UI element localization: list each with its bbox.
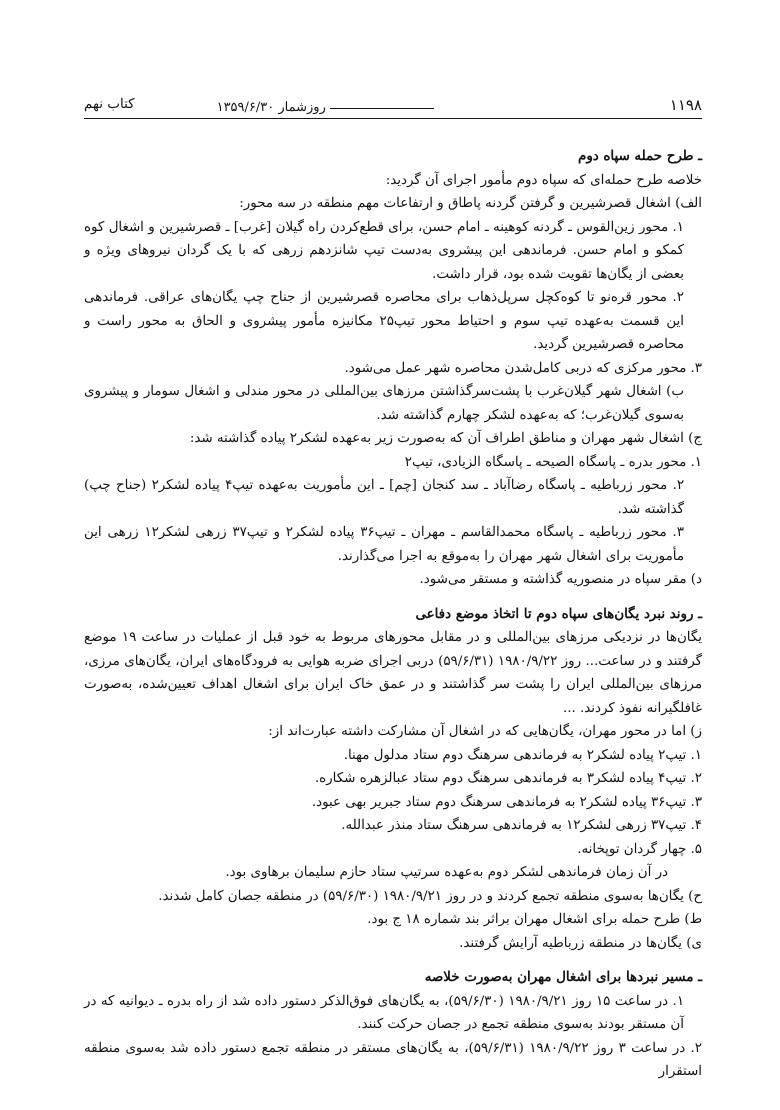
list-item: ح) یگان‌ها به‌سوی منطقه تجمع کردند و در روز ۱۹۸۰/۹/۲۱ (۵۹/۶/۳۰) در منطقه جصان کامل شدند. xyxy=(158,888,702,904)
list-item: ب) اشغال شهر گیلان‌غرب با پشت‌سرگذاشتن مرزهای بین‌المللی در محور مندلی و اشغال سومار و پیشروی به‌سوی گیلان‌غرب؛ که به‌عهده لشکر چهارم گذاشته شد. xyxy=(84,384,684,423)
list-item: ط) طرح حمله برای اشغال مهران براثر بند شماره ۱۸ ج بود. xyxy=(367,912,702,927)
page-number: ۱۱۹۸ xyxy=(669,96,702,114)
list-item: الف) اشغال قصرشیرین و گرفتن گردنه پاطاق و ارتفاعات مهم منطقه در سه محور: xyxy=(239,196,702,211)
paragraph: در آن زمان فرماندهی لشکر دوم به‌عهده سرتیپ ستاد حازم سلیمان برهاوی بود. xyxy=(225,865,668,880)
list-item: ۱. تیپ۲ پیاده لشکر۲ به فرماندهی سرهنگ دوم ستاد مدلول مهنا. xyxy=(343,747,702,763)
section-heading-battle-progress: ـ روند نبرد یگان‌های سپاه دوم تا اتخاذ موضع دفاعی xyxy=(415,605,702,622)
list-item: ۲. محور قره‌نو تا کوه‌کچل سرپل‌ذهاب برای محاصره قصرشیرین از جناح چپ یگان‌های عراقی. فرماندهی این قسمت به‌عهده تیپ سوم و احتیاط محور تیپ۲۵ مکانیزه مأمور پیشروی و الحاق به محور راست و محاصره قصرشیرین گردید. xyxy=(84,290,684,352)
paragraph: یگان‌ها در نزدیکی مرزهای بین‌المللی و در مقابل محورهای مربوط به خود قبل از عملیات در ساعت ۱۹ موضع گرفتند و در ساعت... روز ۱۹۸۰/۹/۲۲ (۵۹/۶/۳۱) دربی اجرای ضربه هوایی به فرودگاه‌های ایران، یگان‌های مرزی، مرزهای بین‌المللی ایران را پشت سر گذاشتند و در عمق خاک ایران برای اشغال اهداف تعیین‌شده، به‌صورت غافلگیرانه نفوذ کردند. ... xyxy=(84,630,703,716)
section-spacer xyxy=(84,955,702,966)
list-item: ۵. چهار گردان توپخانه. xyxy=(577,841,702,857)
page-header xyxy=(84,96,702,122)
list-item: ۱. محور بدره ـ پاسگاه الصیحه ـ پاسگاه الزیادی، تیپ۲ xyxy=(404,454,702,470)
list-item: د) مقر سپاه در منصوریه گذاشته و مستقر می‌شود. xyxy=(419,572,702,587)
list-item: ۱. در ساعت ۱۵ روز ۱۹۸۰/۹/۲۱ (۵۹/۶/۳۰)، به یگان‌های فوق‌الذکر دستور داده شد از راه بدره ـ دیوانیه که در آن مستقر بودند به‌سوی منطقه تجمع در جصان حرکت کنند. xyxy=(84,993,685,1032)
paragraph: خلاصه طرح حمله‌ای که سپاه دوم مأمور اجرای آن گردید: xyxy=(385,172,702,188)
list-item: ۴. تیپ۳۷ زرهی لشکر۱۲ به فرماندهی سرهنگ ستاد منذر عبدالله. xyxy=(341,818,702,833)
section-heading-attack-plan: ـ طرح حمله سپاه دوم xyxy=(578,148,702,164)
list-item: ی) یگان‌ها در منطقه زرباطیه آرایش گرفتند. xyxy=(459,935,702,951)
list-item: ۳. تیپ۳۶ پیاده لشکر۲ به فرماندهی سرهنگ دوم ستاد جبریر بهی عبود. xyxy=(311,794,702,810)
date-rule xyxy=(330,108,434,109)
list-item: ۲. محور زرباطیه ـ پاسگاه رضاآباد ـ سد کنجان [چم] ـ این مأموریت به‌عهده تیپ۴ پیاده لشکر۲ (جناح چپ) گذاشته شد. xyxy=(84,478,685,517)
section-spacer xyxy=(84,592,702,603)
list-item: ج) اشغال شهر مهران و مناطق اطراف آن که به‌صورت زیر به‌عهده لشکر۲ پیاده گذاشته شد: xyxy=(189,431,702,446)
list-item: ۲. در ساعت ۳ روز ۱۹۸۰/۹/۲۲ (۵۹/۶/۳۱)، به یگان‌های مستقر در منطقه تجمع دستور داده شد به‌سوی منطقه استقرار xyxy=(84,1040,702,1079)
list-item: ۱. محور زین‌القوس ـ گردنه کوهینه ـ امام حسن، برای قطع‌کردن راه گیلان [غرب] ـ قصرشیرین و اشغال کوه کمکو و امام حسن. فرماندهی این پیشروی به‌دست تیپ شانزدهم زرهی که با یک گردان نیروهای ویژه و بعضی از یگان‌ها تقویت شده بود، قرار داشت. xyxy=(84,219,684,282)
list-item: ز) اما در محور مهران، یگان‌هایی که در اشغال آن مشارکت داشته عبارت‌اند از: xyxy=(268,724,702,739)
running-date xyxy=(217,100,434,115)
section-heading-battle-route: ـ مسیر نبردها برای اشغال مهران به‌صورت خلاصه xyxy=(424,969,702,985)
date-label: روزشمار ۱۳۵۹/۶/۳۰ xyxy=(216,100,326,115)
list-item: ۳. محور مرکزی که دربی کامل‌شدن محاصره شهر عمل می‌شود. xyxy=(344,360,702,376)
list-item: ۳. محور زرباطیه ـ پاسگاه محمدالقاسم ـ مهران ـ تیپ۳۶ پیاده لشکر۲ و تیپ۳۷ زرهی لشکر۱۲ زرهی این مأموریت برای اشغال شهر مهران را به‌موقع به اجرا می‌گذارند. xyxy=(84,525,684,564)
list-item: ۲. تیپ۴ پیاده لشکر۳ به فرماندهی سرهنگ دوم ستاد عبالزهره شکاره. xyxy=(314,771,702,786)
header-rule xyxy=(84,118,702,119)
page-body xyxy=(84,145,702,1084)
book-title: کتاب نهم xyxy=(84,96,135,112)
